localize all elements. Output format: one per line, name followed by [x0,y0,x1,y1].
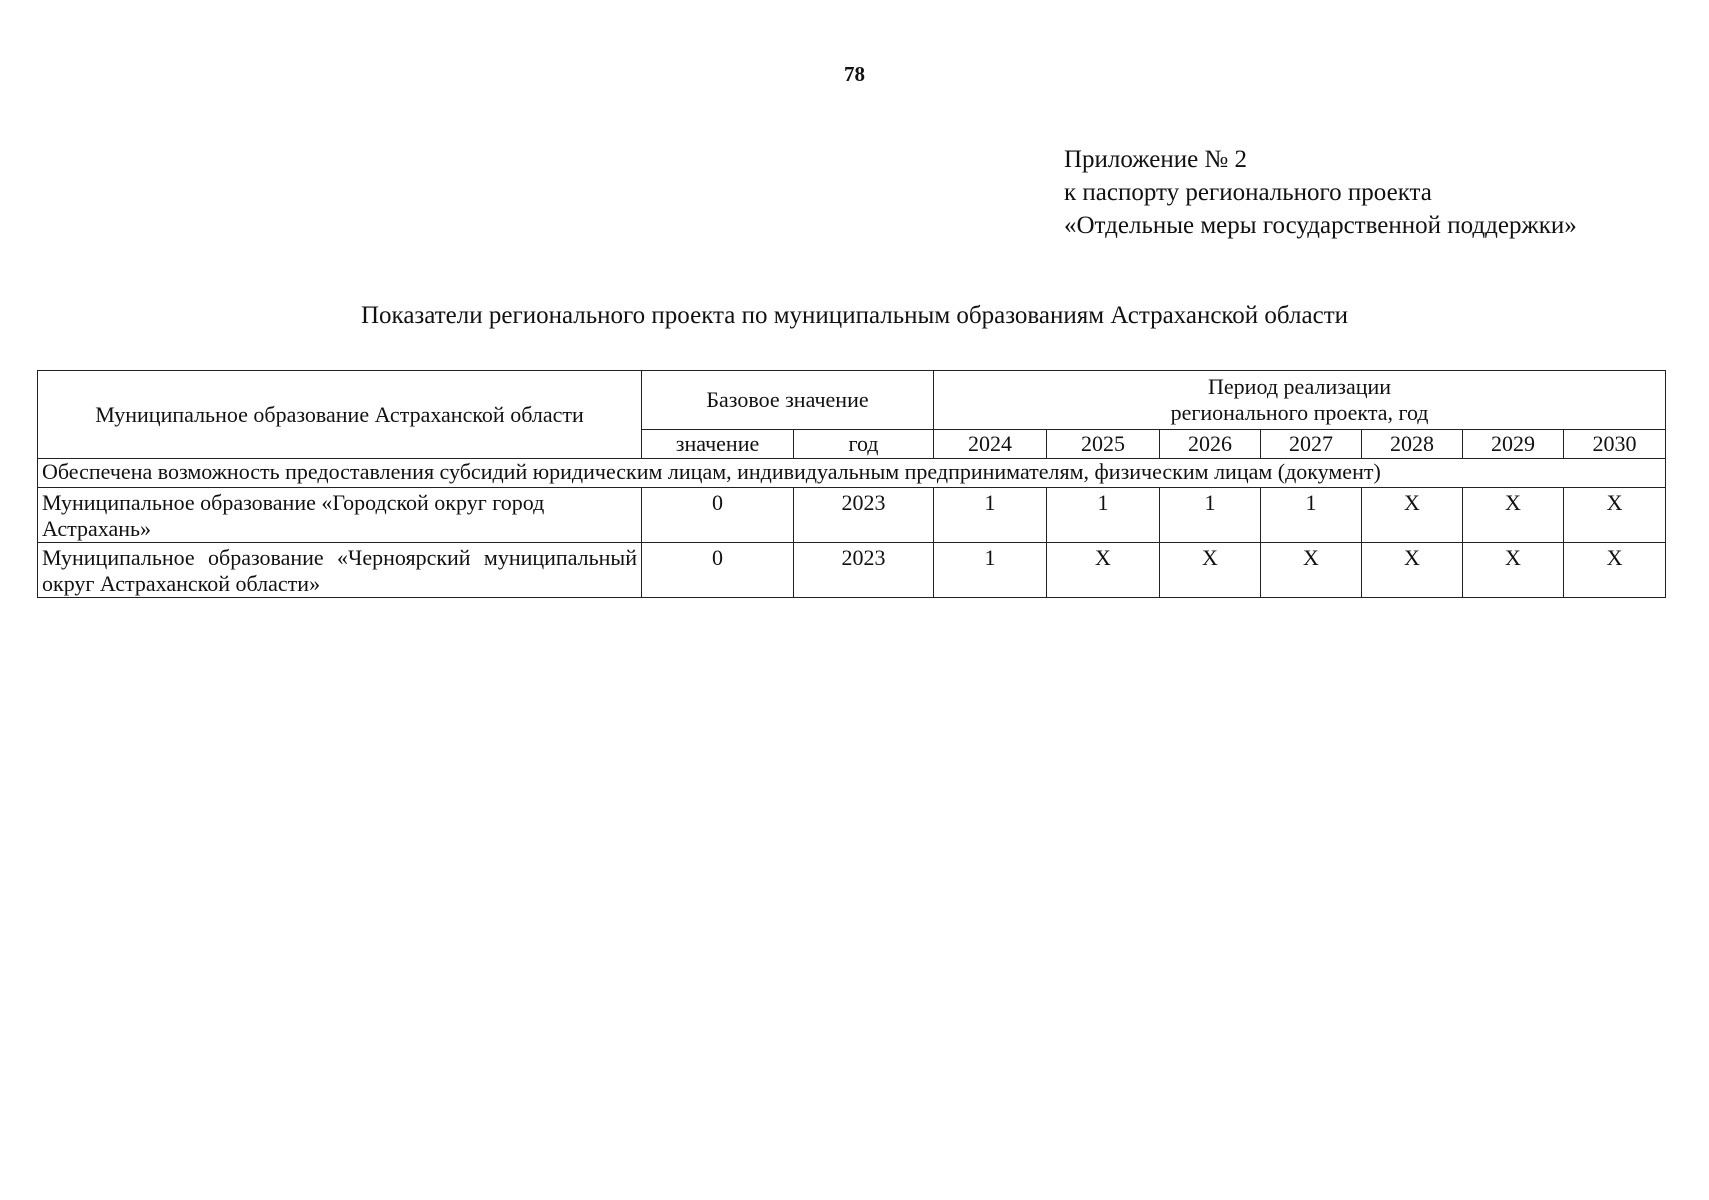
value-2024-cell: 1 [934,543,1047,598]
page-number: 78 [844,62,865,86]
appendix-line-1: Приложение № 2 [1064,146,1248,173]
header-period-line-1: Период реализации [1208,374,1392,399]
document-title: Показатели регионального проекта по муниципальным образованиям Астраханской области [361,302,1348,329]
value-2027-cell: X [1261,543,1362,598]
header-year-2025: 2025 [1047,430,1160,459]
section-row [38,459,1666,488]
appendix-caption [1064,143,1577,242]
header-base-value: Базовое значение [642,371,934,430]
header-year-2030: 2030 [1564,430,1666,459]
value-2028-cell: X [1362,488,1463,543]
value-2024-cell: 1 [934,488,1047,543]
header-year-2024: 2024 [934,430,1047,459]
value-2029-cell: X [1463,543,1564,598]
table-row [38,543,1666,598]
value-2027-cell: 1 [1261,488,1362,543]
appendix-line-3: «Отдельные меры государственной поддержки» [1064,212,1577,239]
municipality-name: Муниципальное образование «Городской округ город Астрахань» [38,488,642,543]
value-2025-cell: 1 [1047,488,1160,543]
value-2030-cell: X [1564,488,1666,543]
section-title: Обеспечена возможность предоставления субсидий юридическим лицам, индивидуальным предпринимателям, физическим лицам (документ) [38,459,1666,488]
header-year-2029: 2029 [1463,430,1564,459]
base-year-cell: 2023 [794,488,934,543]
base-year-cell: 2023 [794,543,934,598]
municipality-name: Муниципальное образование «Черноярский муниципальный округ Астраханской области» [38,543,642,598]
header-period-line-2: регионального проекта, год [1170,400,1429,425]
header-year-2026: 2026 [1160,430,1261,459]
appendix-line-2: к паспорту регионального проекта [1064,179,1432,206]
indicators-table [37,370,1666,598]
header-year-2028: 2028 [1362,430,1463,459]
table-header-row [38,371,1666,430]
value-2029-cell: X [1463,488,1564,543]
header-municipality: Муниципальное образование Астраханской области [38,371,642,459]
value-2028-cell: X [1362,543,1463,598]
header-value: значение [642,430,794,459]
value-2026-cell: 1 [1160,488,1261,543]
value-2026-cell: X [1160,543,1261,598]
table-row [38,488,1666,543]
header-year: год [794,430,934,459]
header-year-2027: 2027 [1261,430,1362,459]
header-period [934,371,1666,430]
value-2030-cell: X [1564,543,1666,598]
base-value-cell: 0 [642,488,794,543]
value-2025-cell: X [1047,543,1160,598]
base-value-cell: 0 [642,543,794,598]
